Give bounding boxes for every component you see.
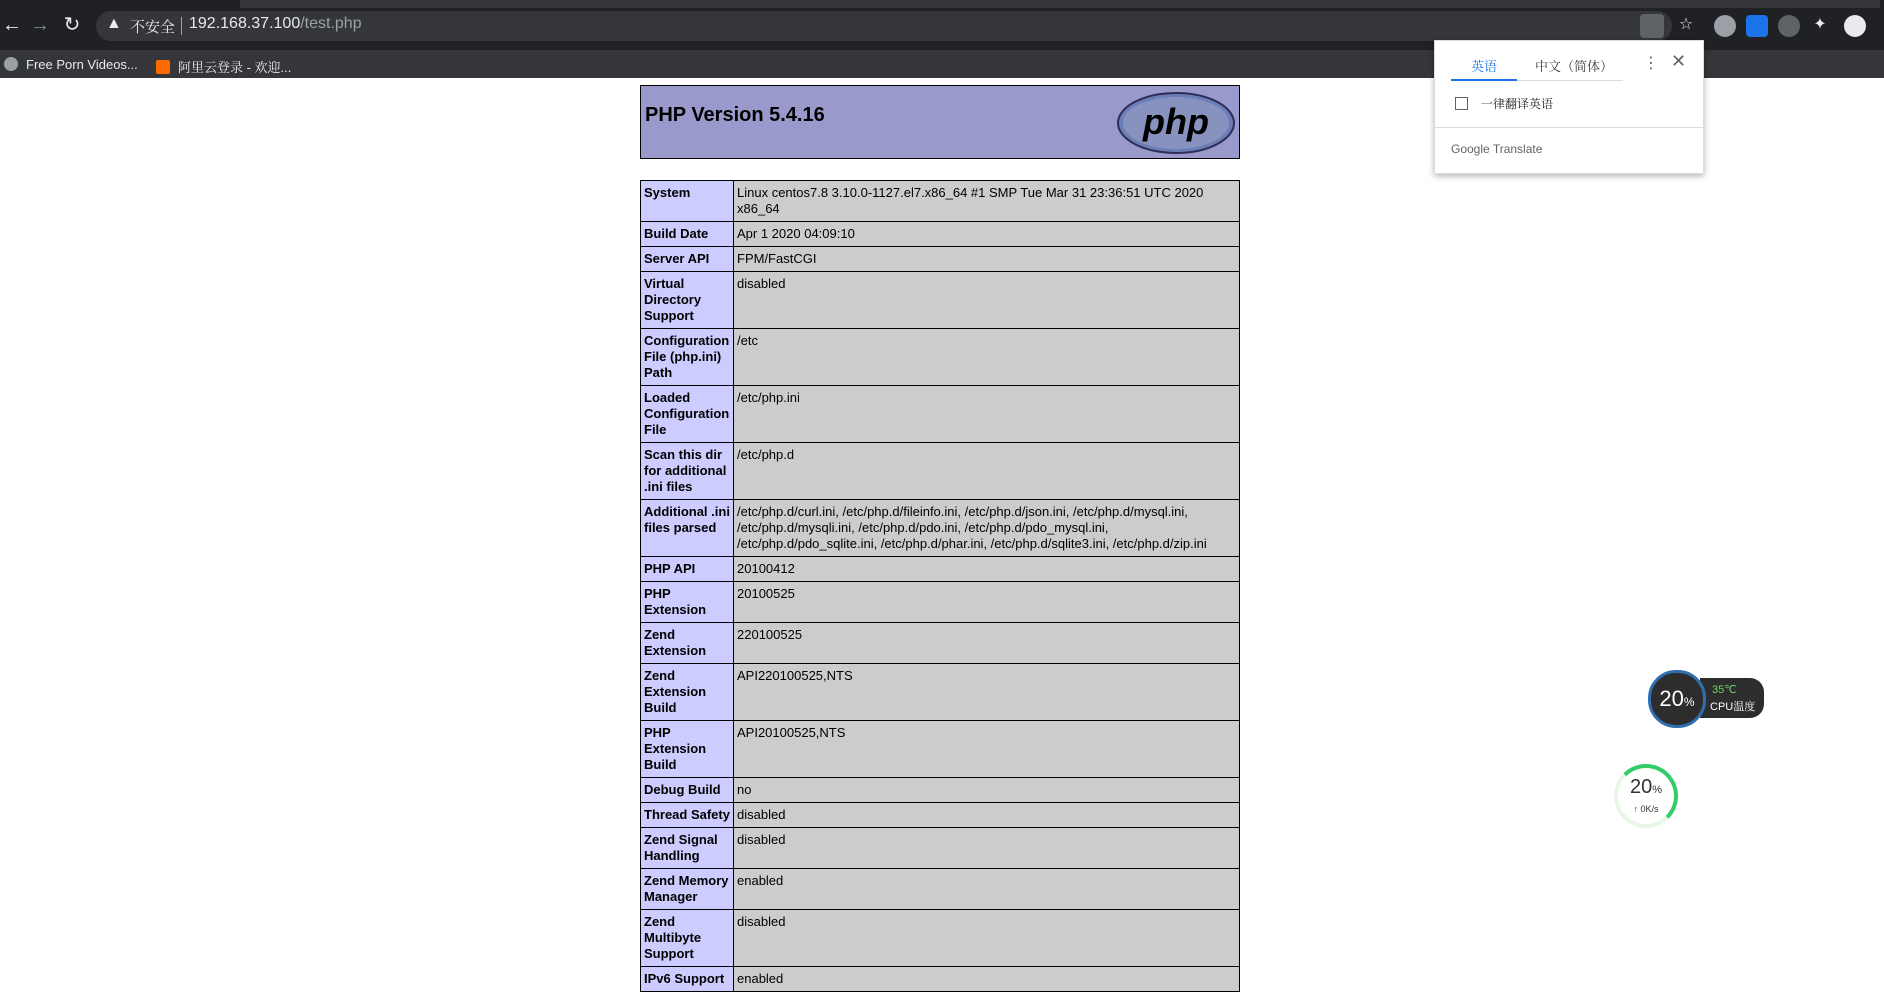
- row-key: PHP API: [641, 557, 734, 582]
- page-content: [0, 78, 1884, 986]
- url-path: /test.php: [300, 15, 362, 32]
- url-text[interactable]: [189, 15, 362, 33]
- table-row: [641, 869, 1240, 910]
- network-speed: [1614, 804, 1678, 814]
- blue-extension-icon[interactable]: [1746, 15, 1768, 37]
- php-logo-text: php: [1143, 101, 1209, 142]
- row-key: PHP Extension Build: [641, 721, 734, 778]
- insecure-label[interactable]: 不安全: [130, 19, 176, 36]
- row-value: Apr 1 2020 04:09:10: [734, 222, 1240, 247]
- row-key: Zend Extension: [641, 623, 734, 664]
- table-row: [641, 222, 1240, 247]
- row-key: Additional .ini files parsed: [641, 500, 734, 557]
- table-row: [641, 557, 1240, 582]
- network-speed-value: 0K/s: [1640, 804, 1659, 814]
- table-row: [641, 803, 1240, 828]
- row-key: Zend Signal Handling: [641, 828, 734, 869]
- table-row: [641, 247, 1240, 272]
- google-brand: Google: [1451, 142, 1490, 156]
- translate-product: Translate: [1492, 142, 1543, 156]
- row-key: Scan this dir for additional .ini files: [641, 443, 734, 500]
- gray-extension-icon[interactable]: [1778, 15, 1800, 37]
- row-value: 220100525: [734, 623, 1240, 664]
- table-row: [641, 828, 1240, 869]
- table-row: [641, 272, 1240, 329]
- row-key: Zend Memory Manager: [641, 869, 734, 910]
- back-icon[interactable]: ←: [2, 14, 22, 36]
- row-key: Zend Multibyte Support: [641, 910, 734, 967]
- row-key: Thread Safety: [641, 803, 734, 828]
- bookmark-label: 阿里云登录 - 欢迎...: [178, 60, 292, 75]
- row-value: API20100525,NTS: [734, 721, 1240, 778]
- omnibox-separator: [181, 17, 182, 35]
- always-translate-checkbox[interactable]: [1455, 97, 1468, 110]
- cloud-extension-icon[interactable]: [1714, 15, 1736, 37]
- table-row: [641, 181, 1240, 222]
- row-value: FPM/FastCGI: [734, 247, 1240, 272]
- warning-icon[interactable]: ▲: [106, 15, 122, 32]
- table-row: [641, 910, 1240, 967]
- translate-page-icon[interactable]: [1640, 14, 1664, 38]
- cpu-percent: [1648, 670, 1706, 728]
- row-value: /etc: [734, 329, 1240, 386]
- reload-icon[interactable]: ↻: [63, 14, 81, 36]
- table-row: [641, 664, 1240, 721]
- table-row: [641, 329, 1240, 386]
- row-key: Debug Build: [641, 778, 734, 803]
- network-percent: [1614, 776, 1678, 799]
- row-value: Linux centos7.8 3.10.0-1127.el7.x86_64 #1 SMP Tue Mar 31 23:36:51 UTC 2020 x86_64: [734, 181, 1240, 222]
- table-row: [641, 386, 1240, 443]
- network-percent-value: 20: [1629, 776, 1653, 798]
- row-value: API220100525,NTS: [734, 664, 1240, 721]
- row-value: enabled: [734, 967, 1240, 992]
- page-title: PHP Version 5.4.16: [645, 104, 825, 126]
- row-value: /etc/php.ini: [734, 386, 1240, 443]
- row-value: disabled: [734, 828, 1240, 869]
- bookmark-item[interactable]: [4, 57, 138, 72]
- forward-icon[interactable]: →: [30, 14, 50, 36]
- aliyun-icon: [156, 60, 170, 74]
- bookmark-item[interactable]: [156, 57, 291, 76]
- google-translate-brand: [1451, 142, 1542, 156]
- table-row: [641, 582, 1240, 623]
- phpinfo-table: [640, 180, 1240, 992]
- extensions-puzzle-icon[interactable]: ✦: [1813, 16, 1827, 33]
- row-key: Loaded Configuration File: [641, 386, 734, 443]
- phpinfo-header: [640, 85, 1240, 159]
- row-key: PHP Extension: [641, 582, 734, 623]
- table-row: [641, 443, 1240, 500]
- row-value: disabled: [734, 803, 1240, 828]
- more-options-icon[interactable]: ⋮: [1643, 55, 1659, 72]
- row-value: /etc/php.d/curl.ini, /etc/php.d/fileinfo.ini, /etc/php.d/json.ini, /etc/php.d/mysql.ini, /etc/php.d/mysqli.ini, /etc/php.d/pdo.ini, /etc/php.d/pdo_mysql.ini, /etc/php.d/pdo_sqlite.ini, /etc/php.d/phar.ini, /etc/php.d/sqlite3.ini, /etc/php.d/zip.ini: [734, 500, 1240, 557]
- row-key: Server API: [641, 247, 734, 272]
- row-value: enabled: [734, 869, 1240, 910]
- active-tab-indicator: [1451, 79, 1517, 81]
- globe-icon: [4, 57, 18, 71]
- bookmark-star-icon[interactable]: ☆: [1678, 16, 1694, 33]
- row-value: 20100525: [734, 582, 1240, 623]
- cpu-percent-value: 20: [1659, 686, 1684, 711]
- table-row: [641, 778, 1240, 803]
- network-widget[interactable]: [1614, 764, 1678, 828]
- always-translate-label[interactable]: 一律翻译英语: [1481, 97, 1554, 111]
- row-value: 20100412: [734, 557, 1240, 582]
- table-row: [641, 500, 1240, 557]
- php-logo: [1117, 92, 1235, 154]
- table-row: [641, 721, 1240, 778]
- row-key: Build Date: [641, 222, 734, 247]
- row-value: disabled: [734, 910, 1240, 967]
- profile-avatar-icon[interactable]: [1844, 15, 1866, 37]
- bookmark-label: Free Porn Videos...: [26, 57, 138, 72]
- row-value: disabled: [734, 272, 1240, 329]
- row-key: Zend Extension Build: [641, 664, 734, 721]
- cpu-label: CPU温度: [1710, 701, 1756, 713]
- row-key: Configuration File (php.ini) Path: [641, 329, 734, 386]
- cpu-percent-unit: %: [1683, 695, 1695, 709]
- tab-target-language[interactable]: 中文（简体）: [1535, 59, 1614, 74]
- table-row: [641, 967, 1240, 992]
- tab-strip: [240, 0, 1880, 8]
- table-row: [641, 623, 1240, 664]
- tab-source-language[interactable]: 英语: [1471, 59, 1498, 74]
- upload-arrow-icon: ↑: [1633, 804, 1641, 814]
- cpu-temperature: 35℃: [1712, 684, 1737, 696]
- cpu-temp-widget[interactable]: [1648, 670, 1766, 724]
- row-key: IPv6 Support: [641, 967, 734, 992]
- network-percent-unit: %: [1652, 784, 1663, 796]
- row-value: /etc/php.d: [734, 443, 1240, 500]
- row-value: no: [734, 778, 1240, 803]
- url-host: 192.168.37.100: [189, 15, 301, 32]
- translate-popup: [1434, 40, 1704, 174]
- close-icon[interactable]: ✕: [1671, 51, 1687, 71]
- row-key: System: [641, 181, 734, 222]
- row-key: Virtual Directory Support: [641, 272, 734, 329]
- popup-divider: [1435, 127, 1703, 128]
